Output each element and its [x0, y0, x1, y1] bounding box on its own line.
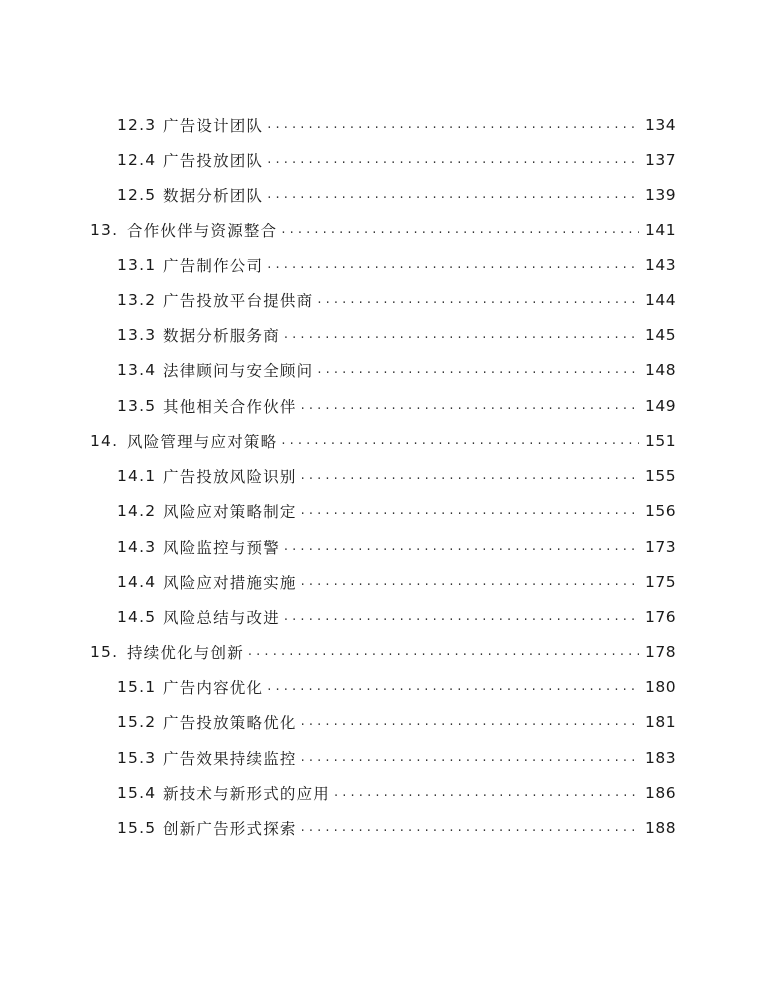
dot-leader: [301, 710, 639, 734]
toc-entry-title: 持续优化与创新: [127, 644, 244, 662]
dot-leader: [267, 183, 639, 207]
toc-entry[interactable]: [117, 113, 675, 137]
dot-leader: [301, 464, 639, 488]
toc-entry-page: 141: [645, 221, 677, 239]
dot-leader: [284, 535, 639, 559]
dot-leader: [281, 218, 639, 242]
toc-entry-page: 143: [645, 256, 677, 274]
toc-entry-page: 155: [645, 467, 677, 485]
toc-entry-number: 14.3: [117, 538, 157, 556]
toc-entry-page: 139: [645, 186, 677, 204]
toc-entry-title: 风险应对策略制定: [163, 503, 297, 521]
toc-entry[interactable]: [117, 183, 675, 207]
toc-entry-title: 数据分析团队: [163, 187, 264, 205]
toc-entry[interactable]: [117, 746, 675, 770]
toc-entry[interactable]: [117, 394, 675, 418]
toc-entry-number: 12.4: [117, 151, 157, 169]
dot-leader: [317, 358, 639, 382]
toc-entry-page: 156: [645, 502, 677, 520]
dot-leader: [281, 429, 639, 453]
toc-chapter-entry[interactable]: [90, 429, 675, 453]
toc-entry-page: 148: [645, 361, 677, 379]
toc-entry[interactable]: [117, 323, 675, 347]
toc-entry-title: 其他相关合作伙伴: [163, 398, 297, 416]
toc-entry-title: 广告投放平台提供商: [163, 292, 314, 310]
toc-entry[interactable]: [117, 535, 675, 559]
toc-entry[interactable]: [117, 710, 675, 734]
toc-entry-number: 15.1: [117, 678, 157, 696]
toc-entry-page: 181: [645, 713, 677, 731]
toc-entry-page: 188: [645, 819, 677, 837]
toc-entry-title: 广告设计团队: [163, 117, 264, 135]
toc-entry-number: 15.2: [117, 713, 157, 731]
toc-entry[interactable]: [117, 499, 675, 523]
toc-entry-number: 13.: [90, 221, 119, 239]
toc-entry-number: 15.4: [117, 784, 157, 802]
dot-leader: [284, 323, 639, 347]
dot-leader: [301, 499, 639, 523]
toc-entry-page: 137: [645, 151, 677, 169]
toc-entry-number: 15.: [90, 643, 119, 661]
toc-entry[interactable]: [117, 288, 675, 312]
toc-entry-number: 14.: [90, 432, 119, 450]
toc-entry-number: 13.5: [117, 397, 157, 415]
toc-entry-title: 广告内容优化: [163, 679, 264, 697]
dot-leader: [301, 816, 639, 840]
toc-entry-page: 183: [645, 749, 677, 767]
toc-entry-page: 134: [645, 116, 677, 134]
toc-entry-number: 15.3: [117, 749, 157, 767]
toc-entry-title: 风险监控与预警: [163, 539, 280, 557]
toc-entry-page: 180: [645, 678, 677, 696]
toc-entry-page: 173: [645, 538, 677, 556]
toc-entry-title: 广告投放风险识别: [163, 468, 297, 486]
dot-leader: [267, 253, 639, 277]
toc-entry[interactable]: [117, 605, 675, 629]
toc-entry-page: 144: [645, 291, 677, 309]
toc-entry-page: 151: [645, 432, 677, 450]
dot-leader: [267, 675, 639, 699]
toc-entry-page: 178: [645, 643, 677, 661]
dot-leader: [267, 148, 639, 172]
toc-entry-title: 风险应对措施实施: [163, 574, 297, 592]
toc-entry-title: 广告投放团队: [163, 152, 264, 170]
toc-entry-page: 149: [645, 397, 677, 415]
toc-entry-title: 广告投放策略优化: [163, 714, 297, 732]
toc-entry-number: 14.2: [117, 502, 157, 520]
toc-entry-title: 风险管理与应对策略: [127, 433, 278, 451]
toc-entry-number: 13.3: [117, 326, 157, 344]
toc-entry[interactable]: [117, 253, 675, 277]
toc-entry-page: 186: [645, 784, 677, 802]
dot-leader: [317, 288, 639, 312]
toc-entry-title: 广告效果持续监控: [163, 750, 297, 768]
toc-chapter-entry[interactable]: [90, 218, 675, 242]
toc-entry-number: 14.1: [117, 467, 157, 485]
toc-entry[interactable]: [117, 148, 675, 172]
toc-entry[interactable]: [117, 358, 675, 382]
toc-entry[interactable]: [117, 816, 675, 840]
toc-entry[interactable]: [117, 781, 675, 805]
dot-leader: [267, 113, 639, 137]
toc-chapter-entry[interactable]: [90, 640, 675, 664]
toc-entry-number: 13.4: [117, 361, 157, 379]
toc-entry-page: 176: [645, 608, 677, 626]
dot-leader: [301, 746, 639, 770]
toc-entry-number: 15.5: [117, 819, 157, 837]
toc-entry-title: 数据分析服务商: [163, 327, 280, 345]
toc-entry-number: 14.5: [117, 608, 157, 626]
dot-leader: [248, 640, 639, 664]
toc-entry-number: 13.1: [117, 256, 157, 274]
toc-entry-number: 12.3: [117, 116, 157, 134]
dot-leader: [301, 394, 639, 418]
toc-entry-number: 12.5: [117, 186, 157, 204]
toc-entry-number: 13.2: [117, 291, 157, 309]
toc-entry-title: 风险总结与改进: [163, 609, 280, 627]
toc-entry-title: 法律顾问与安全顾问: [163, 362, 314, 380]
toc-entry-title: 合作伙伴与资源整合: [127, 222, 278, 240]
dot-leader: [334, 781, 639, 805]
dot-leader: [301, 570, 639, 594]
toc-entry[interactable]: [117, 570, 675, 594]
toc-entry[interactable]: [117, 464, 675, 488]
toc-entry-title: 广告制作公司: [163, 257, 264, 275]
toc-entry-page: 175: [645, 573, 677, 591]
toc-entry[interactable]: [117, 675, 675, 699]
dot-leader: [284, 605, 639, 629]
toc-entry-number: 14.4: [117, 573, 157, 591]
toc-entry-page: 145: [645, 326, 677, 344]
toc-entry-title: 创新广告形式探索: [163, 820, 297, 838]
toc-entry-title: 新技术与新形式的应用: [163, 785, 331, 803]
